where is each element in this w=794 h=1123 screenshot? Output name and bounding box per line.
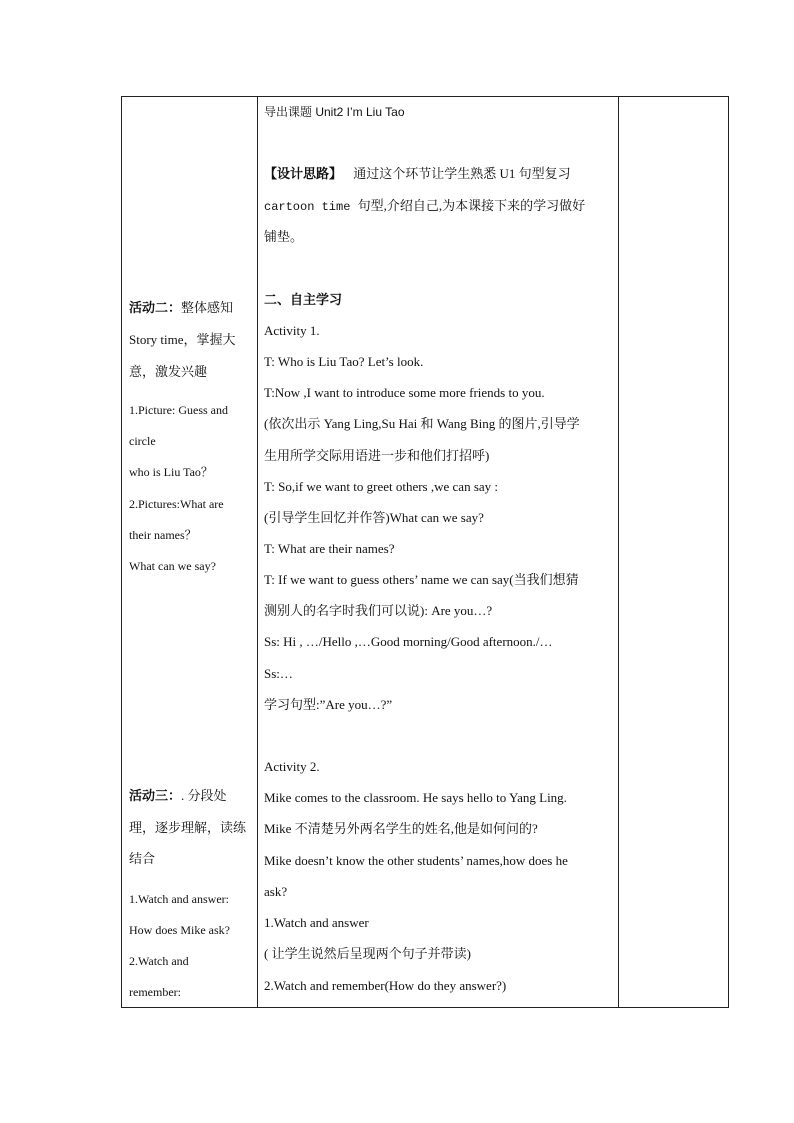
activity-1-line: T: Who is Liu Tao? Let’s look.	[264, 354, 424, 369]
activity-2-label: 活动二：	[129, 300, 182, 315]
design-idea-label: 【设计思路】	[264, 166, 343, 181]
activity-2-note: circle	[129, 434, 156, 448]
column-divider-right	[618, 97, 619, 1007]
activity-1-line: (引导学生回忆并作答)What can we say?	[264, 510, 484, 525]
activity-3-label: 活动三：	[129, 788, 182, 803]
activity-2-note: 2.Pictures:What are	[129, 497, 224, 511]
activity-2-line: ask?	[264, 884, 288, 899]
activity-2-line: Mike 不清楚另外两名学生的姓名,他是如何问的?	[264, 821, 538, 836]
activity-3-label-rest: . 分段处	[181, 788, 227, 803]
activity-2-note: What can we say?	[129, 559, 216, 573]
activity-2-line: Mike comes to the classroom. He says hello to Yang Ling.	[264, 790, 567, 805]
activity-2-line: ( 让学生说然后呈现两个句子并带读)	[264, 946, 471, 961]
activity-2-line: 2.Watch and remember(How do they answer?)	[264, 978, 507, 993]
activity-3-note: 2.Watch and	[129, 954, 189, 968]
activity-1-title: Activity 1.	[264, 323, 320, 338]
activity-2-note: 意，激发兴趣	[129, 364, 208, 379]
activity-3-heading	[129, 788, 227, 804]
activity-3-note: 结合	[129, 851, 156, 866]
activity-3-note: 1.Watch and answer:	[129, 892, 229, 906]
activity-2-title: Activity 2.	[264, 759, 320, 774]
activity-2-note: 1.Picture: Guess and	[129, 403, 228, 417]
design-idea-line-2	[264, 198, 585, 215]
activity-2-note: who is Liu Tao？	[129, 465, 213, 479]
lesson-plan-table	[121, 96, 729, 1008]
activity-3-note: How does Mike ask?	[129, 923, 230, 937]
activity-1-line: T: So,if we want to greet others ,we can say :	[264, 479, 499, 494]
design-idea-text-1: 通过这个环节让学生熟悉 U1 句型复习	[353, 166, 571, 181]
activity-1-line: (依次出示 Yang Ling,Su Hai 和 Wang Bing 的图片,引导学	[264, 416, 580, 431]
design-idea-line-1	[264, 166, 571, 182]
activity-1-line: Ss:…	[264, 666, 293, 681]
activity-3-note: 理，逐步理解，读练	[129, 820, 247, 835]
activity-1-line: T: If we want to guess others’ name we can say(当我们想猜	[264, 572, 579, 587]
column-divider-left	[257, 97, 258, 1007]
activity-2-line: Mike doesn’t know the other students’ names,how does he	[264, 853, 568, 868]
activity-1-line: 生用所学交际用语进一步和他们打招呼)	[264, 448, 490, 463]
activity-3-note: remember:	[129, 985, 181, 999]
design-idea-text-2a: cartoon time	[264, 200, 351, 214]
activity-1-line: T: What are their names?	[264, 541, 395, 556]
activity-2-note: Story time，掌握大	[129, 332, 236, 347]
activity-1-line: 测别人的名字时我们可以说): Are you…?	[264, 603, 493, 618]
activity-2-heading	[129, 300, 233, 316]
activity-1-line: 学习句型:”Are you…?”	[264, 697, 393, 712]
activity-2-label-rest: 整体感知	[181, 300, 234, 315]
section-heading: 二、自主学习	[264, 292, 343, 307]
activity-1-line: T:Now ,I want to introduce some more friends to you.	[264, 385, 545, 400]
activity-2-note: their names？	[129, 528, 197, 542]
activity-1-line: Ss: Hi , …/Hello ,…Good morning/Good afternoon./…	[264, 634, 553, 649]
activity-2-line: 1.Watch and answer	[264, 915, 369, 930]
design-idea-text-2b: 句型,介绍自己,为本课接下来的学习做好	[357, 198, 586, 213]
design-idea-line-3: 铺垫。	[264, 229, 304, 244]
lesson-title-line: 导出课题 Unit2 I’m Liu Tao	[264, 105, 405, 119]
